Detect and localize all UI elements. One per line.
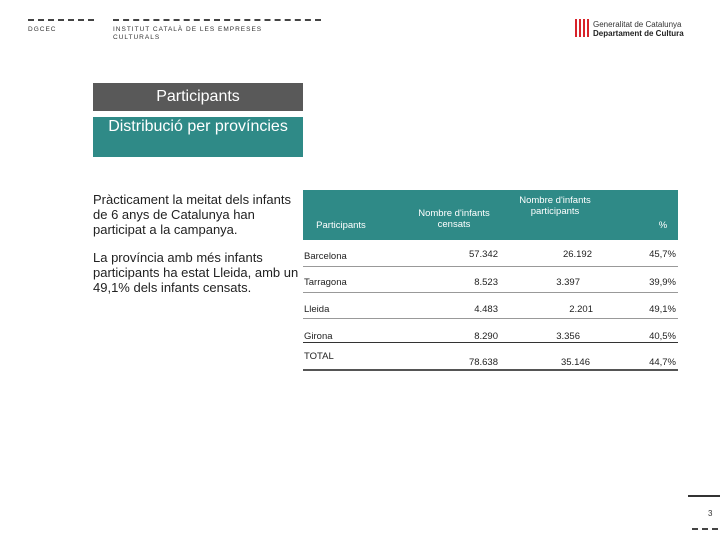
th-participants-count: Nombre d'infants participants: [519, 195, 591, 217]
row-participants: 3.397: [556, 277, 580, 288]
logo-text-generalitat: Generalitat de Catalunya: [593, 20, 682, 29]
total-censats: 78.638: [468, 357, 498, 368]
row-participants: 3.356: [556, 331, 580, 342]
row-name: Lleida: [304, 304, 330, 315]
page-number: 3: [708, 509, 713, 518]
total-name: TOTAL: [304, 351, 334, 362]
generalitat-logo: [575, 19, 710, 39]
row-percent: 40,5%: [649, 331, 676, 342]
row-censats: 4.483: [474, 304, 498, 315]
row-censats: 57.342: [468, 249, 498, 260]
logo-text-departament: Departament de Cultura: [593, 29, 684, 38]
row-percent: 45,7%: [649, 249, 676, 260]
title-banner: Participants: [93, 83, 303, 111]
footer-dash: [692, 528, 718, 530]
row-name: Tarragona: [304, 277, 347, 288]
th-participants: Participants: [316, 220, 366, 231]
total-percent: 44,7%: [649, 357, 676, 368]
row-divider: [303, 292, 678, 293]
total-divider: [303, 342, 678, 343]
row-participants: 26.192: [562, 249, 592, 260]
page-number-bar: [688, 495, 720, 497]
paragraph-lleida: La província amb més infants participants ha estat Lleida, amb un 49,1% dels infants censats.: [93, 250, 299, 295]
row-percent: 39,9%: [649, 277, 676, 288]
subtitle-banner: Distribució per províncies: [93, 117, 303, 157]
row-censats: 8.523: [474, 277, 498, 288]
row-censats: 8.290: [474, 331, 498, 342]
row-participants: 2.201: [569, 304, 593, 315]
table-bottom-border: [303, 369, 678, 371]
generalitat-stripes-icon: [575, 19, 589, 37]
total-participants: 35.146: [560, 357, 590, 368]
row-name: Barcelona: [304, 251, 347, 262]
row-percent: 49,1%: [649, 304, 676, 315]
th-percent: %: [658, 220, 668, 231]
institute-label: INSTITUT CATALÀ DE LES EMPRESES CULTURALS: [113, 26, 263, 41]
row-divider: [303, 266, 678, 267]
row-divider: [303, 318, 678, 319]
row-name: Girona: [304, 331, 333, 342]
header-dash-right: [113, 19, 321, 21]
paragraph-summary: Pràcticament la meitat dels infants de 6 anys de Catalunya han participat a la campanya.: [93, 192, 291, 237]
th-censats: Nombre d'infants censats: [418, 208, 490, 230]
header-dash-left: [28, 19, 94, 21]
table-header: [303, 190, 678, 240]
org-short-label: DGCEC: [28, 26, 57, 33]
